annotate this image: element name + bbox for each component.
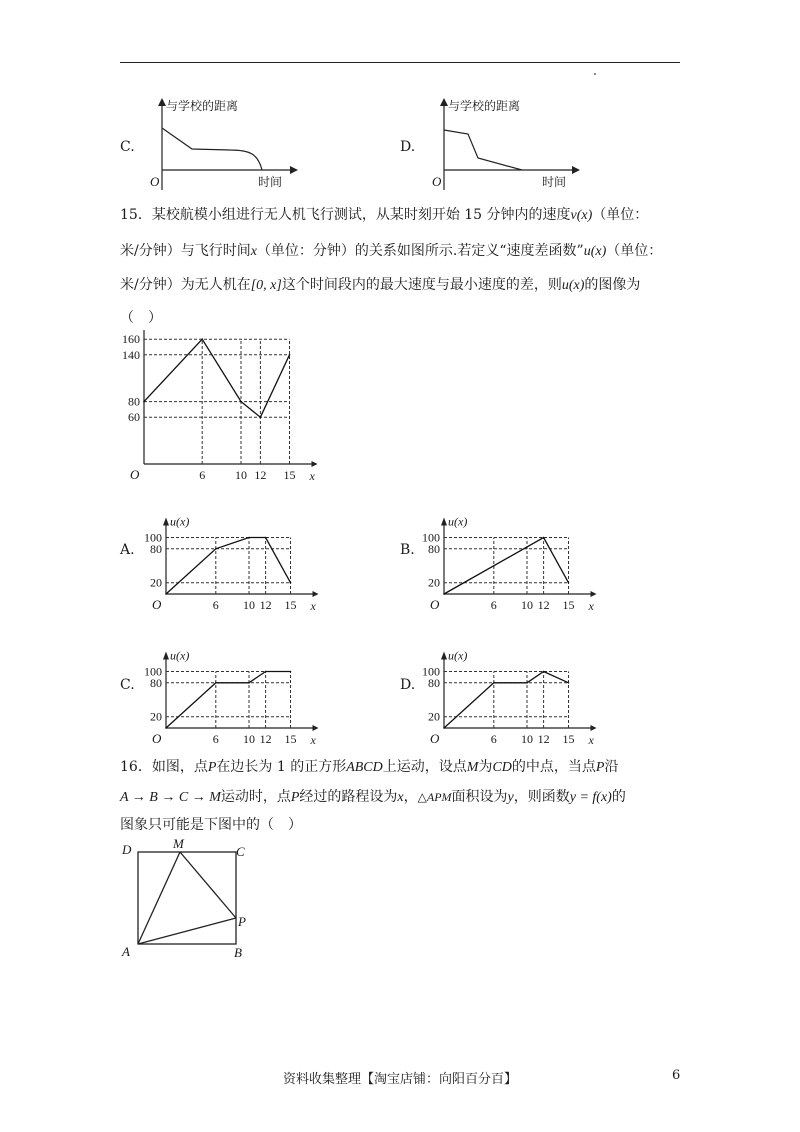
q14-option-d-label: D. (400, 139, 416, 155)
q16-line2-b: 经过的路程设为 (299, 789, 398, 805)
q15-x: x (250, 244, 257, 259)
q16-func: y = f(x) (569, 790, 612, 805)
q15-velocity-chart (110, 330, 340, 480)
series-line (166, 672, 291, 729)
data-point (290, 582, 292, 584)
y-tick-label: 80 (428, 675, 440, 690)
q14-d-xlabel: 时间 (542, 175, 567, 189)
origin-label: O (152, 731, 162, 746)
series-line (144, 339, 290, 417)
x-axis-arrow (591, 725, 597, 731)
q16-p2: P (595, 760, 605, 775)
q14-d-origin: O (432, 174, 442, 189)
q16-p: P (207, 760, 217, 775)
data-point (443, 727, 445, 729)
x-tick-label: 15 (562, 732, 575, 746)
q15-line3-a: 米/分钟）为无人机在 (120, 277, 251, 293)
q15-line2-b: （单位：分钟）的关系如图所示.若定义“速度差函数” (256, 243, 584, 259)
y-axis-label: u(x) (448, 648, 468, 663)
x-axis-label: x (310, 599, 316, 612)
data-point (526, 682, 528, 684)
header-dot (594, 73, 596, 75)
q16-label-a: A (122, 944, 130, 959)
data-point (165, 727, 167, 729)
y-tick-label: 20 (150, 575, 162, 590)
q16-line2 (120, 788, 626, 807)
x-tick-label: 15 (284, 598, 297, 612)
data-point (568, 582, 570, 584)
q14-c-ylabel: 与学校的距离 (166, 99, 239, 113)
q16-line2-e: ，则函数 (513, 789, 570, 805)
data-point (543, 537, 545, 539)
x-tick-label: 10 (243, 732, 255, 746)
y-tick-label: 160 (122, 332, 140, 347)
x-tick-label: 6 (212, 598, 219, 612)
data-point (215, 682, 217, 684)
x-tick-label: 15 (283, 468, 296, 480)
data-point (443, 593, 445, 595)
series-line (166, 538, 291, 595)
x-axis-label: x (310, 733, 316, 746)
y-axis-label: u(x) (170, 514, 190, 529)
origin-label: O (152, 597, 162, 612)
y-axis-arrow (163, 652, 169, 660)
q16-path: A → B → C → M (120, 790, 221, 805)
q16-triangle: △APM (417, 790, 452, 804)
q15-u-of-x: u(x) (583, 244, 607, 259)
q16-line1-c: 上运动，设点 (382, 759, 467, 775)
q16-label-c: C (236, 844, 245, 859)
y-axis-label: u(x) (448, 514, 468, 529)
x-tick-label: 15 (284, 732, 297, 746)
x-tick-label: 6 (490, 732, 497, 746)
x-tick-label: 12 (537, 598, 550, 612)
q16-number: 16． (120, 759, 152, 775)
data-point (290, 671, 292, 673)
q15-option-d-chart (418, 616, 618, 746)
data-point (493, 682, 495, 684)
series-line (444, 672, 569, 729)
q16-abcd: ABCD (346, 760, 383, 775)
q16-line2-a: 运动时，点 (220, 789, 291, 805)
page-number: 6 (672, 1068, 681, 1083)
header-rule (120, 62, 680, 63)
data-point (240, 401, 242, 403)
y-axis-arrow (163, 518, 169, 526)
y-tick-label: 80 (128, 394, 140, 409)
page-footer: 资料收集整理【淘宝店铺：向阳百分百】 (282, 1072, 517, 1087)
data-point (260, 416, 262, 418)
y-tick-label: 100 (144, 530, 162, 545)
q15-option-a-label: A. (120, 542, 135, 558)
q15-line2 (120, 242, 662, 261)
data-point (248, 537, 250, 539)
data-point (265, 671, 267, 673)
q16-line2-c: ， (403, 789, 418, 805)
x-tick-label: 6 (199, 468, 206, 480)
q14-c-xlabel: 时间 (258, 175, 283, 189)
y-tick-label: 140 (122, 347, 140, 362)
q15-line3-c: 的图像为 (584, 277, 641, 293)
q16-m: M (466, 760, 479, 775)
q14-option-c-label: C. (120, 139, 135, 155)
data-point (265, 537, 267, 539)
x-tick-label: 10 (243, 598, 255, 612)
q15-u-of-x2: u(x) (561, 278, 585, 293)
data-point (143, 401, 145, 403)
q16-line1-e: 的中点，当点 (511, 759, 596, 775)
q16-label-b: B (234, 945, 242, 960)
y-tick-label: 100 (422, 530, 440, 545)
q15-line1-b: （单位： (592, 207, 649, 223)
q16-cd: CD (492, 760, 512, 775)
q15-number: 15． (120, 207, 152, 223)
q16-line1 (120, 758, 618, 777)
x-tick-label: 12 (537, 732, 550, 746)
y-tick-label: 20 (150, 709, 162, 724)
y-tick-label: 100 (144, 664, 162, 679)
q16-label-d: D (122, 842, 132, 857)
x-tick-label: 12 (254, 468, 267, 480)
x-axis-arrow (313, 591, 319, 597)
q15-paren: （ ） (120, 310, 162, 326)
q15-option-b-label: B. (400, 542, 415, 558)
q14-option-d-graph (422, 94, 582, 190)
q15-interval: [0, x] (250, 278, 282, 293)
y-tick-label: 80 (428, 541, 440, 556)
q15-line3 (120, 276, 640, 295)
data-point (568, 682, 570, 684)
data-point (248, 682, 250, 684)
q15-line2-c: （单位： (606, 243, 663, 259)
x-tick-label: 6 (212, 732, 219, 746)
q15-option-d-label: D. (400, 677, 416, 693)
q16-line1-f: 沿 (604, 759, 619, 775)
y-axis-arrow (441, 518, 447, 526)
q15-line3-b: 这个时间段内的最大速度与最小速度的差，则 (281, 277, 562, 293)
origin-label: O (130, 467, 140, 480)
q16-x: x (397, 790, 404, 805)
q15-line1-a: 某校航模小组进行无人机飞行测试，从某时刻开始 15 分钟内的速度 (151, 207, 571, 223)
x-tick-label: 10 (521, 732, 533, 746)
q15-option-c-label: C. (120, 677, 135, 693)
series-line (444, 538, 569, 595)
q16-line2-f: 的 (611, 789, 626, 805)
x-axis-label: x (309, 469, 315, 480)
q16-line1-b: 在边长为 1 的正方形 (216, 759, 347, 775)
y-axis-label: u(x) (170, 648, 190, 663)
q15-v-of-x: v(x) (570, 208, 593, 223)
x-tick-label: 10 (521, 598, 533, 612)
y-tick-label: 20 (428, 575, 440, 590)
q14-d-ylabel: 与学校的距离 (448, 99, 521, 113)
y-tick-label: 20 (428, 709, 440, 724)
x-tick-label: 10 (235, 468, 247, 480)
x-axis-label: x (588, 733, 594, 746)
x-axis-label: x (588, 599, 594, 612)
q15-option-a-chart (140, 482, 340, 612)
q16-p3: P (290, 790, 300, 805)
q14-c-origin: O (150, 174, 160, 189)
data-point (215, 548, 217, 550)
y-tick-label: 80 (150, 675, 162, 690)
q16-label-p: P (238, 914, 246, 929)
y-axis-arrow (441, 652, 447, 660)
q15-line2-a: 米/分钟）与飞行时间 (120, 243, 251, 259)
y-tick-label: 60 (128, 410, 140, 425)
x-axis-arrow (591, 591, 597, 597)
x-tick-label: 15 (562, 598, 575, 612)
origin-label: O (430, 731, 440, 746)
q16-y: y (507, 790, 514, 805)
q16-square-figure (114, 836, 254, 962)
x-tick-label: 12 (259, 598, 272, 612)
x-tick-label: 12 (259, 732, 272, 746)
data-point (201, 338, 203, 340)
q15-option-b-chart (418, 482, 618, 612)
q16-line3: 图象只可能是下图中的（ ） (120, 817, 302, 833)
q15-line1 (120, 206, 648, 225)
q16-line2-d: 面积设为 (451, 789, 508, 805)
q16-line1-d: 为 (478, 759, 493, 775)
y-tick-label: 100 (422, 664, 440, 679)
y-tick-label: 80 (150, 541, 162, 556)
data-point (543, 671, 545, 673)
data-point (289, 354, 291, 356)
data-point (165, 593, 167, 595)
q16-line1-a: 如图，点 (151, 759, 208, 775)
x-axis-arrow (312, 461, 318, 467)
origin-label: O (430, 597, 440, 612)
x-axis-arrow (313, 725, 319, 731)
q16-label-m: M (173, 836, 184, 851)
q14-option-c-graph (140, 94, 300, 190)
x-tick-label: 6 (490, 598, 497, 612)
q15-option-c-chart (140, 616, 340, 746)
